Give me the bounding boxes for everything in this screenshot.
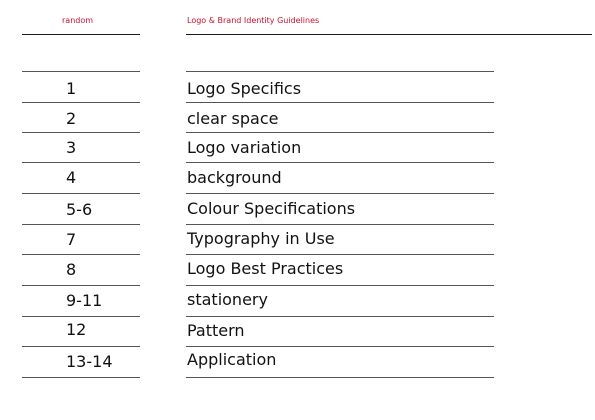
toc-entry-title: stationery bbox=[187, 290, 268, 309]
toc-rule-right bbox=[186, 132, 494, 133]
toc-page-number: 3 bbox=[66, 138, 77, 157]
toc-page-number: 5-6 bbox=[66, 200, 93, 219]
toc-rule-left bbox=[22, 224, 140, 225]
toc-page-number: 7 bbox=[66, 230, 77, 249]
toc-entry-title: background bbox=[187, 168, 282, 187]
toc-rule-left bbox=[22, 346, 140, 347]
toc-rule-right bbox=[186, 285, 494, 286]
toc-page-number: 8 bbox=[66, 260, 77, 279]
toc-rule-left bbox=[22, 193, 140, 194]
toc-rule-right bbox=[186, 224, 494, 225]
toc-rule-left bbox=[22, 132, 140, 133]
toc-page-number: 12 bbox=[66, 320, 87, 339]
toc-rule-left bbox=[22, 162, 140, 163]
toc-entry-title: Logo Best Practices bbox=[187, 259, 344, 278]
toc-rule-right bbox=[186, 377, 494, 378]
toc-page-number: 1 bbox=[66, 79, 77, 98]
toc-rule-left bbox=[22, 285, 140, 286]
toc-entry-title: Logo variation bbox=[187, 138, 302, 157]
toc-page-number: 2 bbox=[66, 109, 77, 128]
toc-page-number: 13-14 bbox=[66, 352, 113, 371]
toc-rule-right bbox=[186, 316, 494, 317]
toc-entry-title: Pattern bbox=[187, 321, 245, 340]
toc-rule-left bbox=[22, 102, 140, 103]
toc-top-rule-right bbox=[186, 71, 494, 72]
toc-rule-right bbox=[186, 102, 494, 103]
document-title: Logo & Brand Identity Guidelines bbox=[187, 16, 320, 25]
toc-top-rule-left bbox=[22, 71, 140, 72]
toc-entry-title: Logo Specifics bbox=[187, 79, 302, 98]
toc-page-number: 4 bbox=[66, 168, 77, 187]
toc-rule-right bbox=[186, 254, 494, 255]
toc-rule-left bbox=[22, 254, 140, 255]
toc-rule-left bbox=[22, 316, 140, 317]
toc-entry-title: Typography in Use bbox=[187, 229, 335, 248]
toc-entry-title: Application bbox=[187, 350, 277, 369]
header-left-label: random bbox=[62, 16, 94, 25]
toc-rule-right bbox=[186, 193, 494, 194]
toc-rule-right bbox=[186, 346, 494, 347]
toc-entry-title: clear space bbox=[187, 109, 279, 128]
toc-entry-title: Colour Specifications bbox=[187, 199, 356, 218]
toc-rule-left bbox=[22, 377, 140, 378]
toc-rule-right bbox=[186, 162, 494, 163]
toc-page-number: 9-11 bbox=[66, 291, 103, 310]
